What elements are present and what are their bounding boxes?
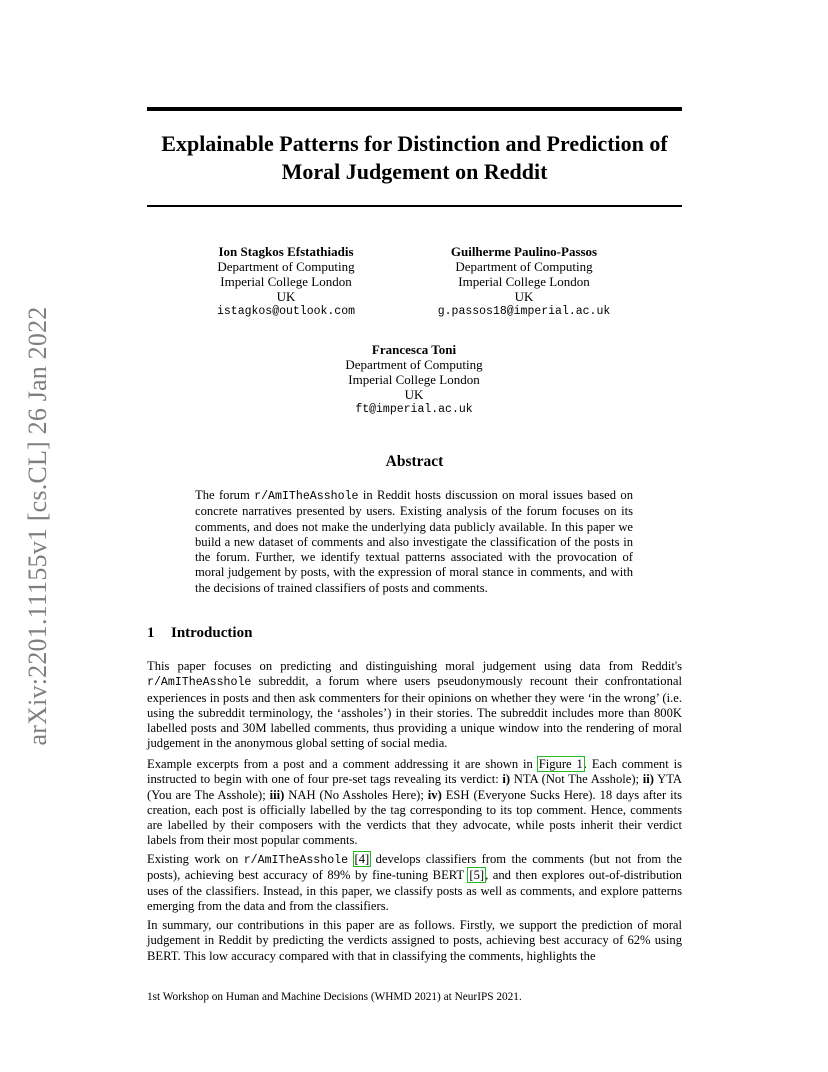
title-line-2: Moral Judgement on Reddit (281, 159, 548, 184)
p3-text-mid: develops classifiers from the comments (but not from the posts), achieving best accuracy of 89% by fine-tuning BERT (147, 852, 682, 883)
intro-paragraph-3 (147, 852, 682, 914)
p3-text-pre: Existing work on (147, 852, 244, 866)
citation-5-link[interactable]: [5] (469, 868, 485, 883)
author-country: UK (404, 387, 424, 402)
author-block-3 (324, 342, 504, 417)
author-institution: Imperial College London (348, 372, 480, 387)
list-text-iii: NAH (No Assholes Here); (284, 787, 428, 802)
p3-space (348, 852, 353, 866)
abstract-heading: Abstract (385, 453, 444, 470)
intro-paragraph-2 (147, 757, 682, 849)
title-bottom-rule (147, 205, 682, 207)
author-email[interactable]: g.passos18@imperial.ac.uk (437, 305, 611, 318)
title-line-1: Explainable Patterns for Distinction and Prediction of (161, 131, 668, 156)
subreddit-code: r/AmITheAsshole (243, 854, 349, 867)
list-label-iv: iv) (427, 787, 442, 802)
abstract-text-post: in Reddit hosts discussion on moral issues based on concrete narratives presented by users. Existing analysis of the forum focuses on its comments, and does not make the underlying data publicly available. In this paper we build a new dataset of comments and also investigate the classification of the posts in the forum. Further, we identify textual patterns associated with the provocation of moral judgement by posts, with the expression of moral stance in comments, and with the decisions of trained classifiers of posts and comments. (195, 488, 633, 595)
list-text-i: NTA (Not The Asshole); (510, 772, 643, 787)
paper-title (147, 130, 682, 186)
list-text-iv: ESH (Everyone Sucks Here). 18 days after its creation, each post is officially labelled by the tag corresponding to its top comment. Hence, comments are labelled by their composers with the verdicts that they advocate, while posts inherit their verdict labels from their most popular comments. (147, 787, 682, 848)
list-text-ii: YTA (You are The Asshole); (147, 772, 682, 802)
title-top-rule (147, 107, 682, 111)
figure-1-link[interactable]: Figure 1 (538, 757, 583, 771)
author-country: UK (514, 289, 534, 304)
author-country: UK (276, 289, 296, 304)
p3-text-post: , and then explores out-of-distribution uses of the classifiers. Instead, in this paper, we classify posts as well as comments, and explore patterns emerging from the data and from the classifiers. (147, 868, 682, 913)
abstract-text (195, 488, 633, 596)
author-department: Department of Computing (455, 259, 593, 274)
subreddit-code: r/AmITheAsshole (254, 490, 359, 503)
arxiv-identifier: arXiv:2201.11155v1 [cs.CL] 26 Jan 2022 (23, 306, 52, 746)
author-name: Ion Stagkos Efstathiadis (218, 244, 354, 259)
abstract-text-pre: The forum (195, 488, 255, 502)
author-email[interactable]: ft@imperial.ac.uk (355, 403, 473, 416)
section-heading-introduction (147, 625, 252, 642)
p2-text-mid: . Each comment is instructed to begin with one of four pre-set tags revealing its verdict: (147, 757, 683, 787)
citation-4-link[interactable]: [4] (354, 852, 370, 866)
intro-paragraph-4: In summary, our contributions in this paper are as follows. Firstly, we support the prediction of moral judgement in Reddit by predicting the verdicts assigned to posts, achieving best accuracy of 62% using BERT. This low accuracy compared with that in classifying the comments, highlights the (147, 918, 682, 963)
author-institution: Imperial College London (458, 274, 590, 289)
intro-paragraph-1 (147, 659, 682, 752)
list-label-ii: ii) (642, 772, 654, 787)
p1-text-post: subreddit, a forum where users pseudonymously recount their confrontational experiences in posts and then ask commenters for their opinions on whether they were ‘in the wrong’ (i.e. using the subreddit terminology, the ‘assholes’) in their stories. The subreddit includes more than 800K labelled posts and 30M labelled comments, thus providing a unique window into the rendering of moral judgement in the anonymous global setting of social media. (147, 674, 682, 751)
section-title: Introduction (171, 625, 253, 641)
p2-text-pre: Example excerpts from a post and a comment addressing it are shown in (147, 757, 538, 771)
list-label-iii: iii) (269, 787, 285, 802)
p1-text-pre: This paper focuses on predicting and distinguishing moral judgement using data from Reddit's (147, 659, 682, 673)
subreddit-code: r/AmITheAsshole (147, 676, 252, 690)
author-name: Guilherme Paulino-Passos (450, 244, 598, 259)
author-block-1 (196, 244, 376, 319)
author-department: Department of Computing (217, 259, 355, 274)
section-number: 1 (147, 625, 155, 641)
workshop-footnote: 1st Workshop on Human and Machine Decisions (WHMD 2021) at NeurIPS 2021. (147, 991, 522, 1003)
list-label-i: i) (502, 772, 511, 787)
author-name: Francesca Toni (371, 342, 457, 357)
author-institution: Imperial College London (220, 274, 352, 289)
author-email[interactable]: istagkos@outlook.com (216, 305, 356, 318)
author-department: Department of Computing (345, 357, 483, 372)
author-block-2 (424, 244, 624, 319)
